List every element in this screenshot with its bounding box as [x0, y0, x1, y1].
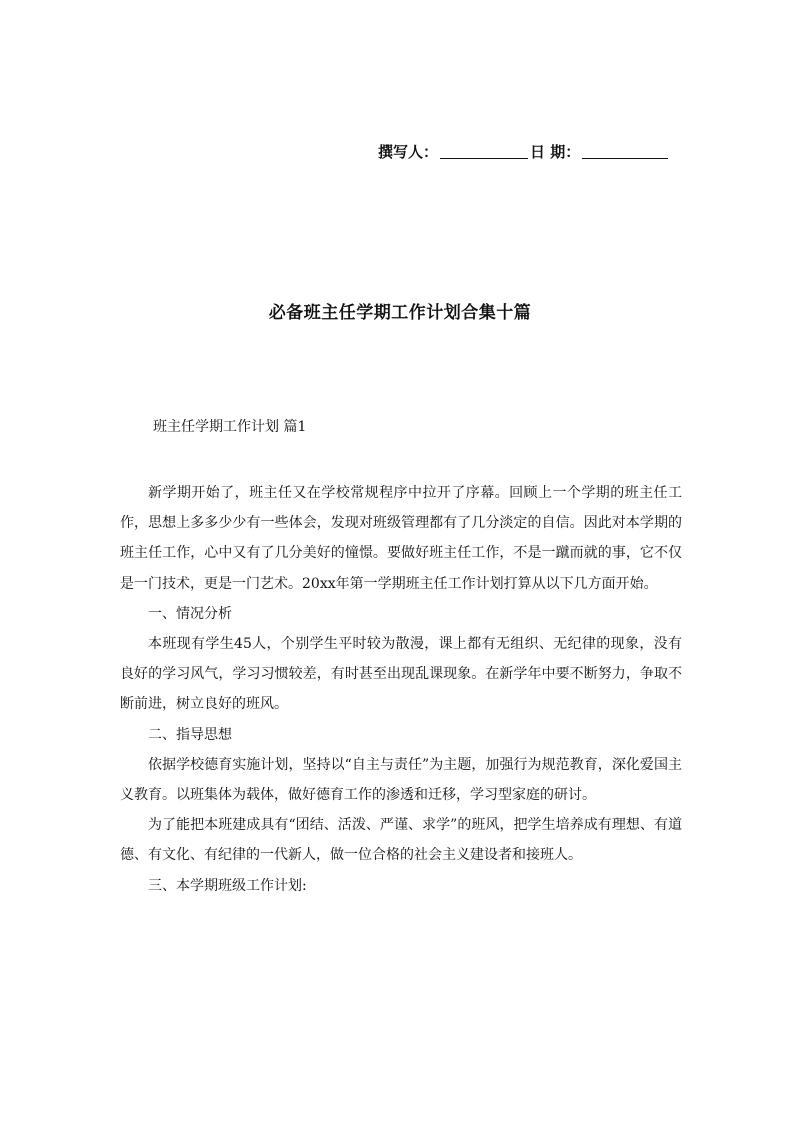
- document-body: [120, 478, 682, 901]
- paragraph-intro: 新学期开始了，班主任又在学校常规程序中拉开了序幕。回顾上一个学期的班主任工作，思想上多多少少有一些体会，发现对班级管理都有了几分淡定的自信。因此对本学期的班主任工作，心中又有了几分美好的憧憬。要做好班主任工作，不是一蹴而就的事，它不仅是一门技术，更是一门艺术。20xx年第一学期班主任工作计划打算从以下几方面开始。: [120, 485, 682, 592]
- author-blank: [440, 142, 528, 159]
- section-title: 班主任学期工作计划 篇1: [153, 419, 307, 435]
- heading-work-plan: 三、本学期班级工作计划:: [148, 877, 307, 894]
- paragraph-situation: 本班现有学生45人，个别学生平时较为散漫，课上都有无组织、无纪律的现象，没有良好的学习风气，学习习惯较差，有时甚至出现乱课现象。在新学年中要不断努力，争取不断前进，树立良好的班风。: [120, 636, 682, 713]
- paragraph-guiding-ideology: 依据学校德育实施计划，坚持以“自主与责任”为主题，加强行为规范教育，深化爱国主义教育。以班集体为载体，做好德育工作的渗透和迁移，学习型家庭的研讨。: [120, 756, 682, 804]
- author-date-line: [378, 140, 698, 162]
- date-label: 日 期：: [530, 143, 581, 161]
- heading-guiding-ideology: 二、指导思想: [148, 726, 232, 743]
- document-title: 必备班主任学期工作计划合集十篇: [268, 303, 532, 323]
- author-label: 撰写人：: [378, 143, 439, 161]
- paragraph-class-goal: 为了能把本班建成具有“团结、活泼、严谨、求学”的班风，把学生培养成有理想、有道德、有文化、有纪律的一代新人，做一位合格的社会主义建设者和接班人。: [120, 817, 682, 864]
- date-blank: [582, 142, 668, 159]
- heading-situation-analysis: 一、情况分析: [148, 605, 232, 622]
